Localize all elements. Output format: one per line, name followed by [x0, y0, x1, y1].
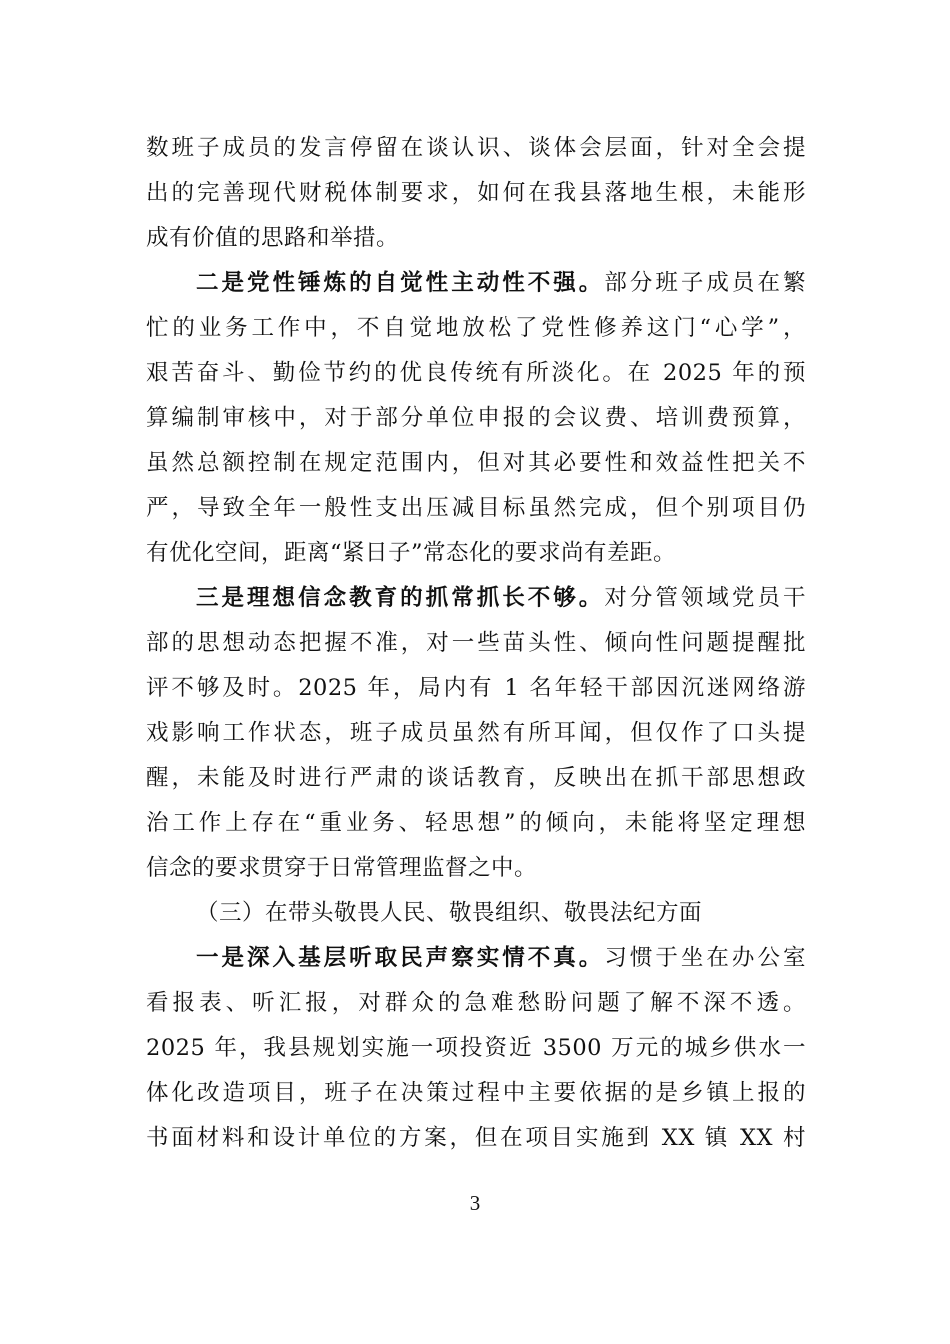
line-text: 体化改造项目，班子在决策过程中主要依据的是乡镇上报的 [146, 1080, 806, 1106]
paragraph-line [146, 1116, 806, 1161]
line-text: 算编制审核中，对于部分单位申报的会议费、培训费预算， [146, 405, 806, 431]
line-text: 部分班子成员在繁 [604, 270, 806, 296]
section-heading-text: （三）在带头敬畏人民、敬畏组织、敬畏法纪方面 [196, 900, 703, 926]
paragraph-line [146, 621, 806, 666]
line-text: 醒，未能及时进行严肃的谈话教育，反映出在抓干部思想政 [146, 765, 806, 791]
line-text: 2025 年，我县规划实施一项投资近 3500 万元的城乡供水一 [146, 1035, 806, 1061]
point-heading-1: 一是深入基层听取民声察实情不真。 [196, 945, 605, 971]
paragraph-line [146, 666, 806, 711]
line-text: 书面材料和设计单位的方案，但在项目实施到 XX 镇 XX 村 [146, 1125, 806, 1151]
line-text: 有优化空间，距离“紧日子”常态化的要求尚有差距。 [146, 540, 677, 566]
paragraph-line [146, 846, 806, 891]
paragraph-line [146, 1026, 806, 1071]
paragraph-line [146, 711, 806, 756]
paragraph-line [146, 216, 806, 261]
paragraph-line [146, 126, 806, 171]
line-text: 出的完善现代财税体制要求，如何在我县落地生根，未能形 [146, 180, 806, 206]
point-heading-2: 二是党性锤炼的自觉性主动性不强。 [196, 270, 605, 296]
page-number: 3 [469, 1191, 481, 1215]
line-text: 看报表、听汇报，对群众的急难愁盼问题了解不深不透。 [146, 990, 806, 1016]
paragraph-line [146, 441, 806, 486]
line-text: 评不够及时。2025 年，局内有 1 名年轻干部因沉迷网络游 [146, 675, 806, 701]
line-text: 习惯于坐在办公室 [604, 945, 806, 971]
line-text: 信念的要求贯穿于日常管理监督之中。 [146, 855, 538, 881]
line-text: 治工作上存在“重业务、轻思想”的倾向，未能将坚定理想 [146, 810, 806, 836]
line-text: 忙的业务工作中，不自觉地放松了党性修养这门“心学”， [146, 315, 806, 341]
paragraph-line [146, 171, 806, 216]
paragraph-line-lead [146, 261, 806, 306]
body-text [146, 126, 806, 1161]
line-text: 严，导致全年一般性支出压减目标虽然完成，但个别项目仍 [146, 495, 806, 521]
paragraph-line [146, 531, 806, 576]
paragraph-line [146, 756, 806, 801]
line-text: 对分管领域党员干 [604, 585, 806, 611]
paragraph-line [146, 981, 806, 1026]
line-text: 部的思想动态把握不准，对一些苗头性、倾向性问题提醒批 [146, 630, 806, 656]
paragraph-line [146, 801, 806, 846]
point-heading-3: 三是理想信念教育的抓常抓长不够。 [196, 585, 605, 611]
paragraph-line [146, 396, 806, 441]
line-text: 虽然总额控制在规定范围内，但对其必要性和效益性把关不 [146, 450, 806, 476]
paragraph-line-lead [146, 576, 806, 621]
paragraph-line [146, 1071, 806, 1116]
line-text: 戏影响工作状态，班子成员虽然有所耳闻，但仅作了口头提 [146, 720, 806, 746]
paragraph-line [146, 351, 806, 396]
section-heading [146, 891, 806, 936]
line-text: 数班子成员的发言停留在谈认识、谈体会层面，针对全会提 [146, 135, 806, 161]
line-text: 艰苦奋斗、勤俭节约的优良传统有所淡化。在 2025 年的预 [146, 360, 806, 386]
line-text: 成有价值的思路和举措。 [146, 225, 400, 251]
paragraph-line-lead [146, 936, 806, 981]
paragraph-line [146, 306, 806, 351]
paragraph-line [146, 486, 806, 531]
